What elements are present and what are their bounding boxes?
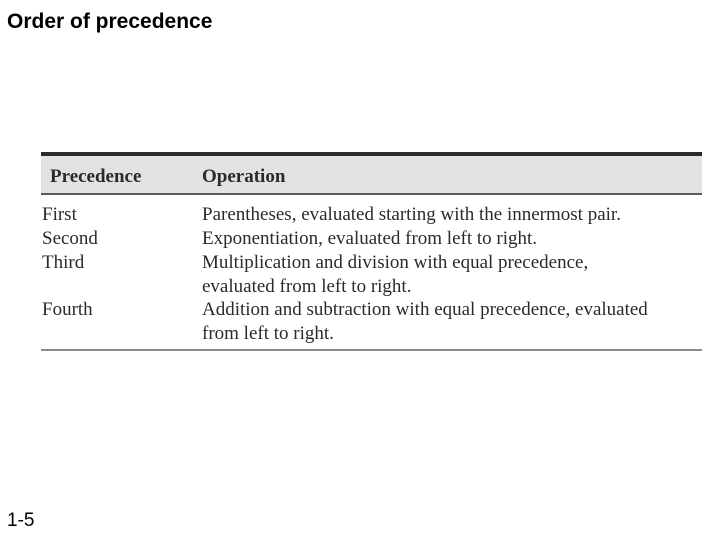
row-operation — [202, 203, 702, 227]
operation-line: evaluated from left to right. — [202, 275, 412, 297]
table-bottom-rule — [41, 349, 702, 351]
header-precedence: Precedence — [50, 166, 142, 187]
operation-line: Exponentiation, evaluated from left to right. — [202, 228, 538, 249]
table-header — [41, 156, 702, 193]
slide-number: 1-5 — [7, 510, 35, 531]
operation-line: from left to right. — [202, 322, 334, 344]
row-precedence: Third — [42, 252, 85, 273]
precedence-table — [41, 152, 702, 352]
row-operation — [202, 298, 702, 345]
header-operation: Operation — [202, 166, 286, 187]
operation-line: Multiplication and division with equal precedence, — [202, 252, 589, 273]
row-operation — [202, 251, 702, 298]
table-header-rule — [41, 193, 702, 195]
operation-line: Parentheses, evaluated starting with the innermost pair. — [202, 204, 621, 225]
operation-line: Addition and subtraction with equal precedence, evaluated — [202, 299, 648, 320]
slide-title: Order of precedence — [7, 10, 213, 33]
row-precedence: Fourth — [42, 299, 93, 320]
row-operation — [202, 227, 702, 251]
row-precedence: First — [42, 204, 77, 225]
row-precedence: Second — [42, 228, 98, 249]
